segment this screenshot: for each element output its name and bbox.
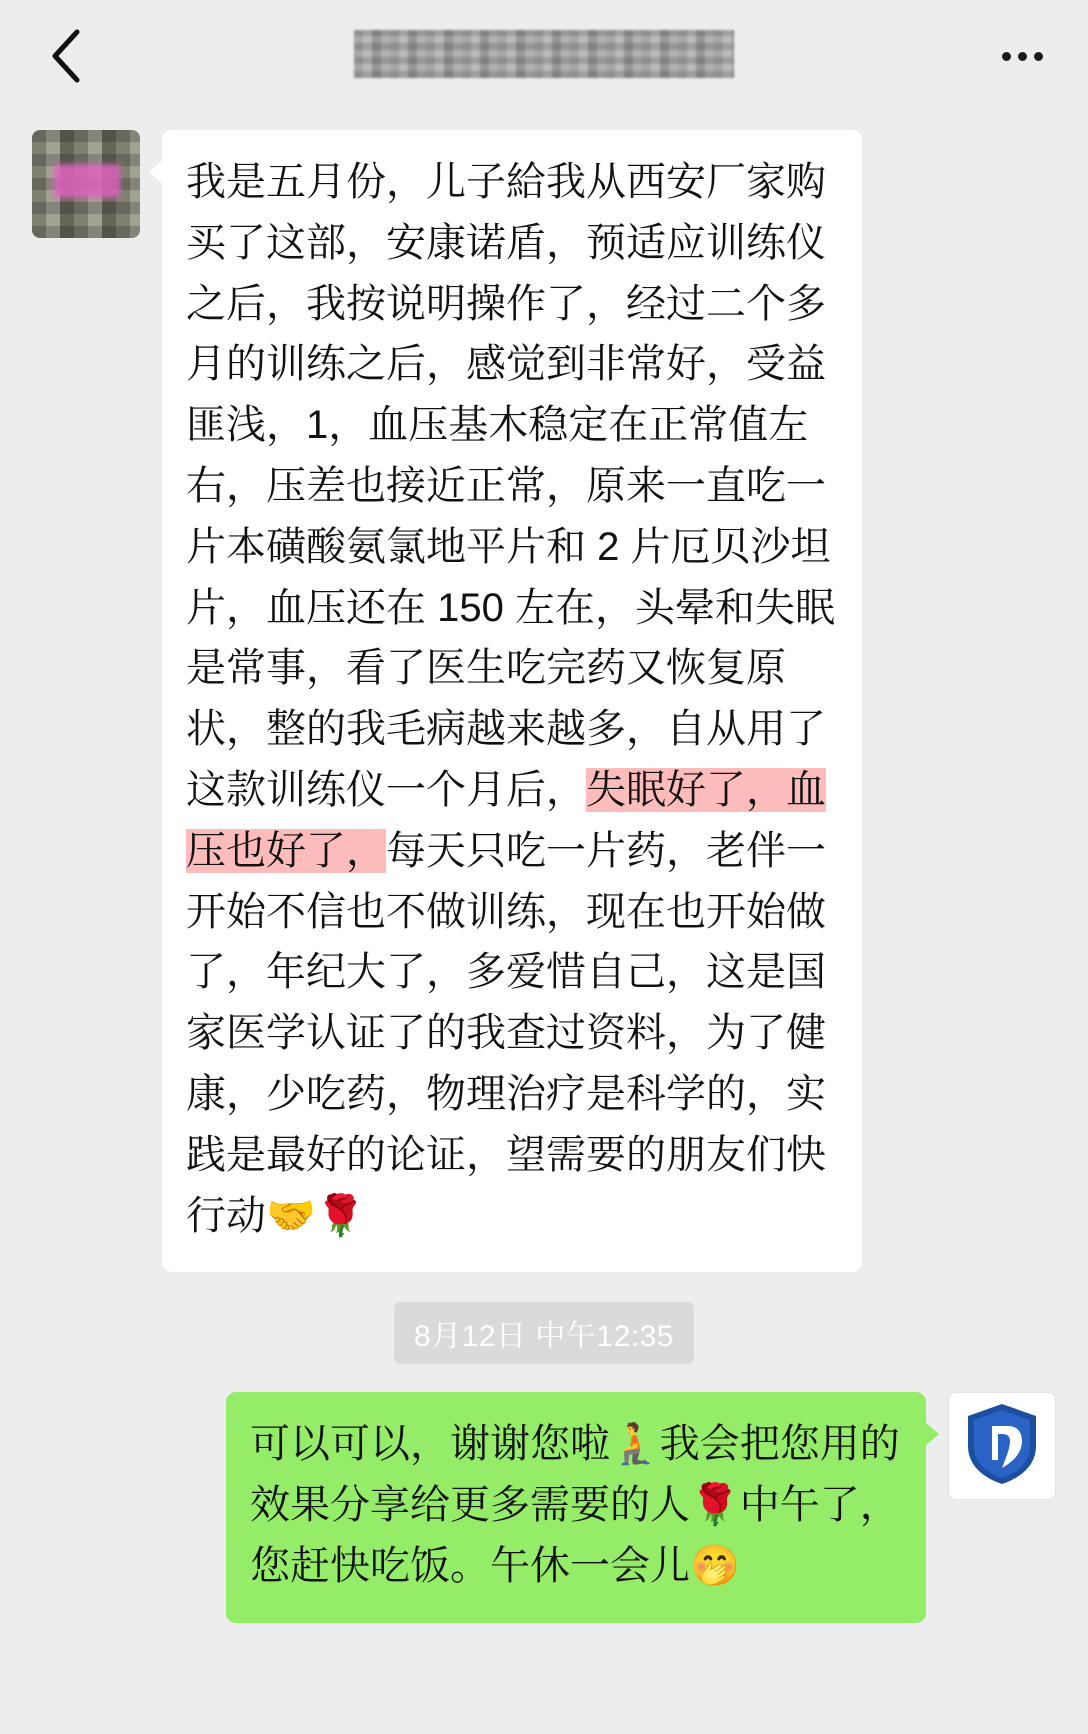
message-row-outgoing [0, 1392, 1088, 1622]
back-button[interactable] [36, 26, 96, 86]
message-timestamp: 8月12日 中午12:35 [394, 1302, 694, 1364]
more-dots-icon [1034, 52, 1043, 61]
chat-header [0, 0, 1088, 112]
message-bubble-incoming[interactable] [162, 130, 862, 1272]
message-text-part: 我是五月份，儿子給我从西安厂家购买了这部，安康诺盾，预适应训练仪之后，我按说明操作了，经过二个多月的训练之后，感觉到非常好，受益匪浅，1，血压基木稳定在正常值左右，压差也接近正常，原来一直吃一片本磺酸氨氯地平片和 2 片厄贝沙坦片，血压还在 150 左在，头晕和失眠是常事，看了医生吃完药又恢复原状，整的我毛病越来越多，自从用了这款训练仪一个月后， [186, 160, 835, 812]
more-dots-icon [1002, 52, 1011, 61]
message-text-part: 每天只吃一片药，老伴一开始不信也不做训练，现在也开始做了，年纪大了，多爱惜自己，这是国家医学认证了的我查过资料，为了健康，少吃药，物理治疗是科学的，实践是最好的论证，望需要的朋友们快行动🤝🌹 [186, 828, 826, 1238]
message-bubble-outgoing[interactable]: 可以可以，谢谢您啦🧎我会把您用的效果分享给更多需要的人🌹中午了，您赶快吃饭。午休一会儿🤭 [226, 1392, 926, 1622]
message-row-incoming [0, 130, 1088, 1272]
shield-icon [962, 1400, 1042, 1493]
chat-message-list[interactable] [0, 112, 1088, 1623]
message-text-highlight: 失眠好了，血压也好了， [186, 767, 826, 873]
more-options-button[interactable] [992, 26, 1052, 86]
chevron-left-icon [49, 27, 83, 85]
timestamp-row [0, 1302, 1088, 1364]
avatar[interactable] [32, 130, 140, 238]
more-dots-icon [1018, 52, 1027, 61]
avatar[interactable] [948, 1392, 1056, 1500]
page-title [354, 30, 734, 78]
